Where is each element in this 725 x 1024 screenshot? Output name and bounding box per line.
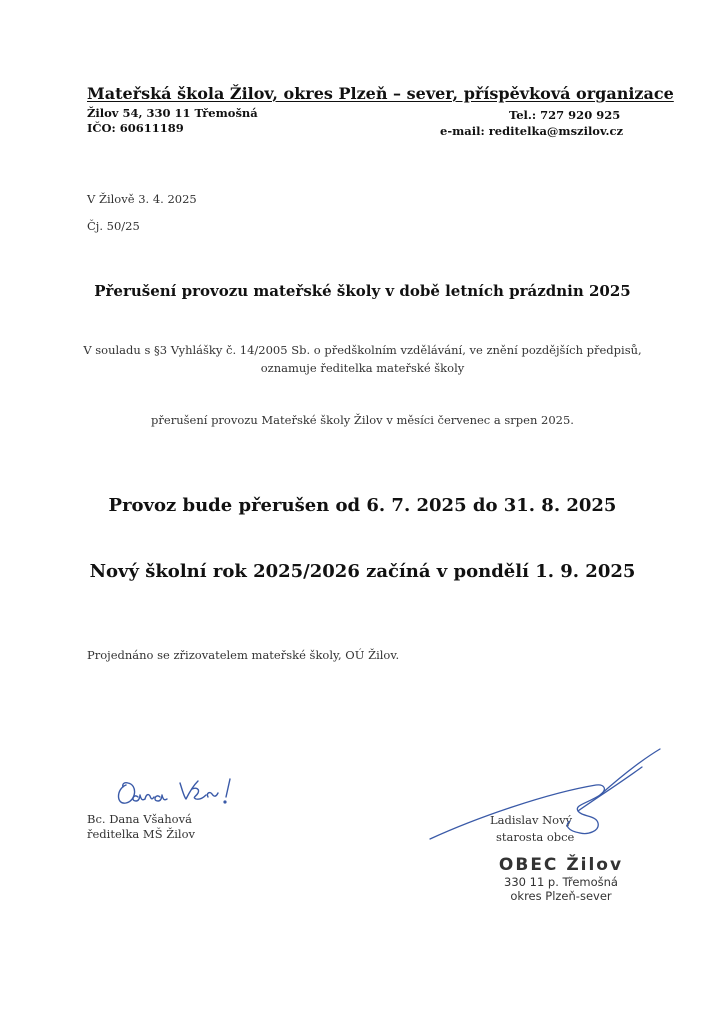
legal-basis-line-1: V souladu s §3 Vyhlášky č. 14/2005 Sb. o předškolním vzdělávání, ve znění pozdějších předpisů, (83, 343, 642, 357)
stamp-postal-line: 330 11 p. Třemošná (504, 875, 618, 889)
document-title: Přerušení provozu mateřské školy v době letních prázdnin 2025 (94, 282, 631, 300)
organization-phone: Tel.: 727 920 925 (509, 108, 621, 122)
mayor-signature (428, 745, 663, 845)
closure-statement: přerušení provozu Mateřské školy Žilov v měsíci červenec a srpen 2025. (151, 413, 574, 427)
director-signature (112, 775, 242, 813)
municipality-stamp (486, 855, 636, 903)
director-name: Bc. Dana Všahová (87, 812, 192, 826)
organization-ico: IČO: 60611189 (87, 121, 184, 135)
place-and-date: V Žilově 3. 4. 2025 (87, 192, 197, 206)
founder-note: Projednáno se zřizovatelem mateřské školy, OÚ Žilov. (87, 648, 400, 662)
stamp-title: OBEC Žilov (498, 855, 624, 875)
legal-basis-paragraph (0, 341, 725, 377)
organization-email: e-mail: reditelka@mszilov.cz (440, 124, 624, 138)
mayor-role: starosta obce (496, 830, 575, 844)
closure-period: Provoz bude přerušen od 6. 7. 2025 do 31. 8. 2025 (108, 495, 617, 516)
new-school-year: Nový školní rok 2025/2026 začíná v pondělí 1. 9. 2025 (89, 561, 636, 582)
director-block (87, 812, 195, 842)
mayor-name: Ladislav Nový (490, 813, 573, 827)
reference-number: Čj. 50/25 (87, 219, 140, 233)
organization-address: Žilov 54, 330 11 Třemošná (87, 106, 258, 120)
organization-name: Mateřská škola Žilov, okres Plzeň – sever, příspěvková organizace (87, 84, 674, 103)
director-role: ředitelka MŠ Žilov (87, 827, 196, 841)
stamp-district-line: okres Plzeň-sever (510, 889, 612, 903)
legal-basis-line-2: oznamuje ředitelka mateřské školy (260, 361, 465, 375)
